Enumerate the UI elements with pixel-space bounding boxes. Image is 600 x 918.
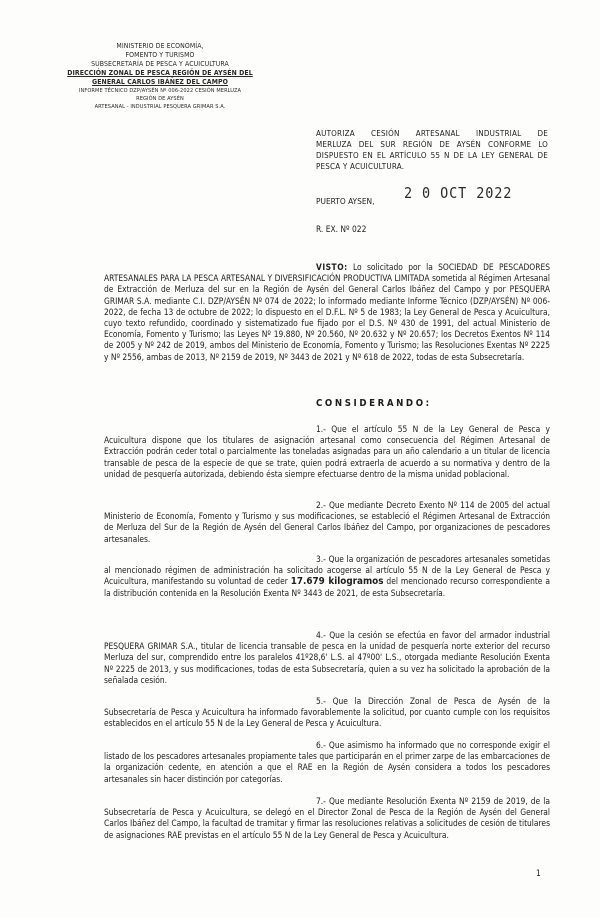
subject-line: DISPUESTO EN EL ARTÍCULO 55 N DE LA LEY GENERAL DE xyxy=(316,151,548,160)
subject-block xyxy=(316,128,548,172)
letterhead-ministry-cont: FOMENTO Y TURISMO xyxy=(125,51,195,59)
considerando-paragraph-7: 7.- Que mediante Resolución Exenta Nº 2159 de 2019, de la Subsecretaría de Pesca y Acuicultura, se delegó en el Director Zonal de Pesca de la Región de Aysén del General Carlos Ibáñez del Campo, la facultad de tramitar y firmar las resoluciones relativas a solicitudes de cesión de titulares de asignaciones RAE previstas en el artículo 55 N de la Ley General de Pesca y Acuicultura. xyxy=(104,796,550,840)
considerando-paragraph-4: 4.- Que la cesión se efectúa en favor del armador industrial PESQUERA GRIMAR S.A., titular de licencia transable de pesca en la unidad de pesquería norte exterior del recurso Merluza del sur, comprendido entre los paralelos 41º28,6' L.S. al 47º00' L.S., otorgada mediante Resolución Exenta Nº 2225 de 2013, y sus modificaciones, todas de esta Subsecretaría, quien a su vez ha solicitado la aprobación de la señalada cesión. xyxy=(104,630,550,685)
visto-label: VISTO: xyxy=(316,262,348,272)
letterhead xyxy=(50,42,270,111)
considerando-paragraph-5: 5.- Que la Dirección Zonal de Pesca de Aysén de la Subsecretaría de Pesca y Acuicultura ha informado favorablemente la solicitud, por cuanto cumple con los requisitos establecidos en el artículo 55 N de la Ley General de Pesca y Acuicultura. xyxy=(104,696,550,729)
visto-paragraph xyxy=(104,262,550,363)
paragraph-3-text-b: del mencionado recurso correspondiente a la distribución contenida en la Resolución Exenta Nº 3443 de 2021, de esta Subsecretaría. xyxy=(104,576,550,598)
place: PUERTO AYSEN, xyxy=(316,196,375,206)
letterhead-report-parties: ARTESANAL - INDUSTRIAL PESQUERA GRIMAR S.A. xyxy=(94,104,226,110)
considerando-paragraph-2: 2.- Que mediante Decreto Exento Nº 114 de 2005 del actual Ministerio de Economía, Fomento y Turismo y sus modificaciones, se estableció el Régimen Artesanal de Extracción de Merluza del Sur de la Región de Aysén del General Carlos Ibáñez del Campo, por organizaciones de pescadores artesanales. xyxy=(104,500,550,544)
letterhead-subsecretariat: SUBSECRETARÍA DE PESCA Y ACUICULTURA xyxy=(91,60,229,68)
considerando-paragraph-3 xyxy=(104,554,550,599)
considerando-heading: CONSIDERANDO: xyxy=(316,398,432,409)
date-stamp: 2 0 OCT 2022 xyxy=(404,184,513,202)
considerando-paragraph-6: 6.- Que asimismo ha informado que no corresponde exigir el listado de los pescadores artesanales propiamente tales que participarán en el primer zarpe de las embarcaciones de la organización cedente, en atención a que el RAE en la Región de Aysén considera a todos los pescadores artesanales sin hacer distinción por categorías. xyxy=(104,740,550,784)
subject-line: PESCA Y ACUICULTURA. xyxy=(316,162,405,171)
subject-line: AUTORIZA CESIÓN ARTESANAL INDUSTRIAL DE xyxy=(316,129,548,138)
letterhead-zonal-direction: DIRECCIÓN ZONAL DE PESCA REGIÓN DE AYSÉN DEL xyxy=(67,69,253,77)
subject-line: MERLUZA DEL SUR REGIÓN DE AYSÉN CONFORME LO xyxy=(316,140,548,149)
ceded-quantity: 17.679 kilogramos xyxy=(290,576,384,588)
paragraph-3-text-a: 3.- Que la organización de pescadores artesanales sometidas al mencionado régimen de administración ha solicitado acogerse al artículo 55 N de la Ley General de Pesca y Acuicultura, manifestando su voluntad de ceder xyxy=(104,554,550,587)
resolution-number: R. EX. Nº 022 xyxy=(316,224,367,234)
page-number: 1 xyxy=(536,868,541,878)
visto-text: Lo solicitado por la SOCIEDAD DE PESCADORES ARTESANALES PARA LA PESCA ARTESANAL Y DIVERSIFICACIÓN PRODUCTIVA LIMITADA sometida al Régimen Artesanal de Extracción de Merluza del sur en la Región de Aysén del General Carlos Ibáñez del Campo y por PESQUERA GRIMAR S.A. mediante C.I. DZP/AYSÉN Nº 074 de 2022; lo informado mediante Informe Técnico (DZP/AYSÉN) Nº 006-2022, de fecha 13 de octubre de 2022; lo dispuesto en el D.F.L. Nº 5 de 1983; la Ley General de Pesca y Acuicultura, cuyo texto refundido, coordinado y sistematizado fue fijado por el D.S. Nº 430 de 1991, del actual Ministerio de Economía, Fomento y Turismo; las Leyes Nº 19.880, Nº 20.560, Nº 20.632 y Nº 20.657; los Decretos Exentos Nº 114 de 2005 y Nº 242 de 2019, ambos del Ministerio de Economía, Fomento y Turismo; las Resoluciones Exentas Nº 2225 y Nº 2556, ambas de 2013, Nº 2159 de 2019, Nº 3443 de 2021 y Nº 618 de 2022, todas de esta Subsecretaría. xyxy=(104,262,550,362)
letterhead-ministry: MINISTERIO DE ECONOMÍA, xyxy=(116,42,204,50)
letterhead-region: GENERAL CARLOS IBÁÑEZ DEL CAMPO xyxy=(92,78,228,86)
letterhead-report-ref: INFORME TÉCNICO DZP/AYSÉN Nº 006-2022 CESIÓN MERLUZA xyxy=(78,88,242,94)
letterhead-report-region: REGIÓN DE AYSÉN xyxy=(136,96,184,102)
considerando-paragraph-1: 1.- Que el artículo 55 N de la Ley General de Pesca y Acuicultura dispone que los titulares de asignación artesanal como consecuencia del Régimen Artesanal de Extracción podrán ceder total o parcialmente las toneladas asignadas para un año calendario a un titular de licencia transable de pesca de la especie de que se trate, quien podrá extraerla de acuerdo a su normativa y dentro de la unidad de pesquería autorizada, debiendo ésta siempre efectuarse dentro de la misma unidad poblacional. xyxy=(104,424,550,479)
